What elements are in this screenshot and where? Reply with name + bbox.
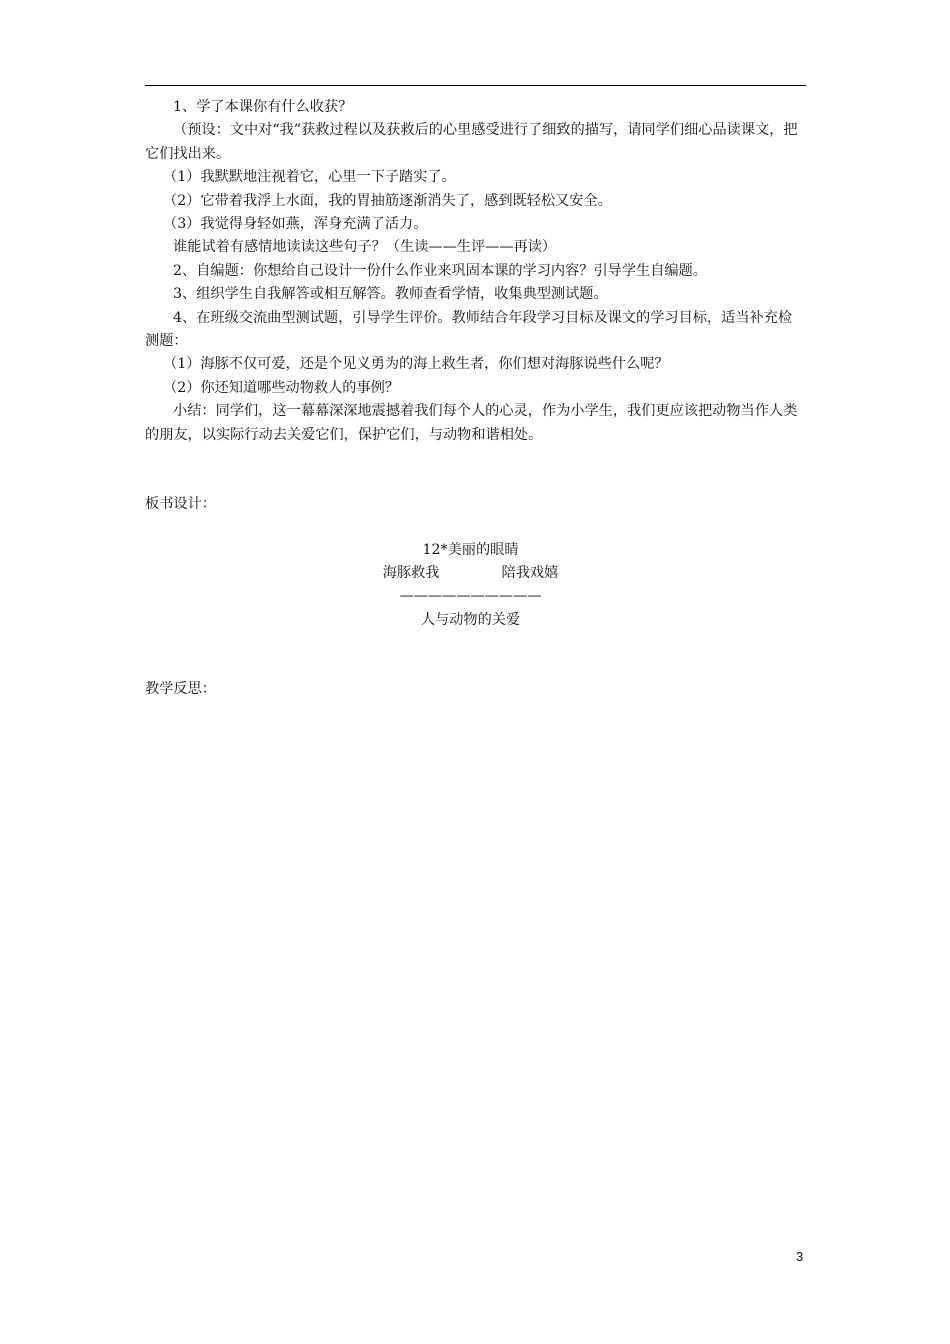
- paragraph-summary: 小结：同学们，这一幕幕深深地震撼着我们每个人的心灵，作为小学生，我们更应该把动物当作人类的朋友，以实际行动去关爱它们，保护它们，与动物和谐相处。: [145, 403, 798, 443]
- board-left: 海豚救我: [382, 564, 440, 581]
- paragraph-check-1: （1）海豚不仅可爱，还是个见义勇为的海上救生者，你们想对海豚说些什么呢？: [163, 356, 669, 373]
- page-number: 3: [796, 1249, 804, 1264]
- paragraph-self-exercise: 2、自编题：你想给自己设计一份什么作业来巩固本课的学习内容？引导学生自编题。: [173, 262, 707, 279]
- lesson-content: [145, 96, 806, 702]
- paragraph-reading-prompt: 谁能试着有感情地读读这些句子？（生读——生评——再读）: [173, 239, 557, 256]
- board-theme: 人与动物的关爱: [420, 611, 521, 628]
- paragraph-question-1: 1、学了本课你有什么收获？: [173, 99, 353, 115]
- board-right: 陪我戏嬉: [501, 564, 559, 581]
- paragraph-sentence-2: （2）它带着我浮上水面，我的胃抽筋逐渐消失了，感到既轻松又安全。: [163, 192, 612, 209]
- board-design: [135, 539, 806, 633]
- paragraph-organize: 3、组织学生自我解答或相互解答。教师查看学情，收集典型测试题。: [173, 286, 608, 303]
- paragraph-check-2: （2）你还知道哪些动物救人的事例？: [163, 379, 400, 396]
- header-rule: [145, 85, 806, 86]
- board-design-label: 板书设计：: [145, 496, 216, 513]
- paragraph-sentence-1: （1）我默默地注视着它，心里一下子踏实了。: [163, 169, 456, 186]
- board-title: 12*美丽的眼睛: [422, 541, 519, 558]
- paragraph-preset: （预设：文中对“我”获救过程以及获救后的心里感受进行了细致的描写，请同学们细心品读课文，把它们找出来。: [145, 122, 798, 162]
- paragraph-class-exchange: 4、在班级交流曲型测试题，引导学生评价。教师结合年段学习目标及课文的学习目标，适当补充检测题：: [145, 309, 793, 350]
- teaching-reflection-label: 教学反思：: [145, 681, 216, 698]
- board-pair: [135, 562, 806, 585]
- paragraph-sentence-3: （3）我觉得身轻如燕，浑身充满了活力。: [163, 216, 428, 233]
- board-separator: ——————————: [399, 588, 542, 605]
